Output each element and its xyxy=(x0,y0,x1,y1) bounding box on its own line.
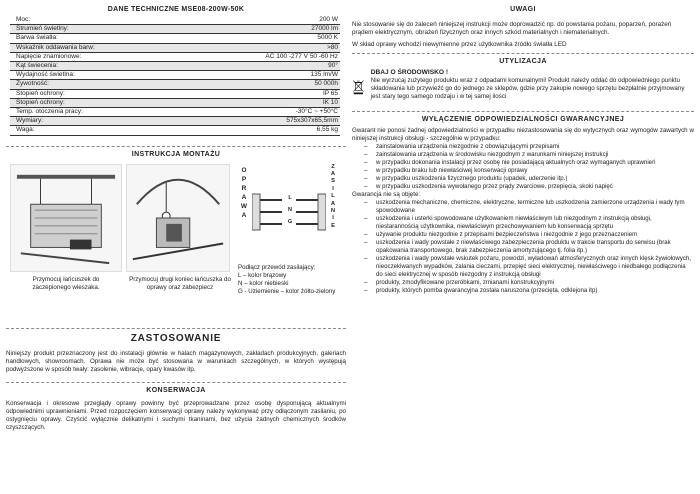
list-item: – zainstalowania urządzenia niezgodnie z obowiązującymi przepisami xyxy=(352,143,694,151)
wire-g-label: G xyxy=(287,218,293,225)
tech-value: 6,55 kg xyxy=(140,126,340,135)
vertical-letter: W xyxy=(240,202,248,210)
legend-item: N – kolor niebieski xyxy=(238,279,289,287)
vertical-letter: A xyxy=(330,171,336,178)
list-item: – produkty, zmodyfikowane przeróbkami, zmianami konstrukcyjnymi xyxy=(352,279,694,287)
list-item: – w przypadku uszkodzenia fizycznego produktu (upadek, uderzenie itp.) xyxy=(352,175,694,183)
vertical-letter: R xyxy=(241,184,247,192)
uwagi-title: UWAGI xyxy=(510,6,536,13)
list-item: – uszkodzenia mechaniczne, chemiczne, elektryczne, termiczne lub uszkodzenia zamierzone urządzenia i wady tym spowodowane xyxy=(352,199,694,215)
tech-row xyxy=(10,62,340,71)
tech-row xyxy=(10,34,340,43)
tech-key: Wymiary: xyxy=(10,117,140,126)
tech-key: Stopień ochrony: xyxy=(10,89,140,98)
uwagi-text-2: W skład oprawy wchodzi niewymienne przez użytkownika źródło światła LED xyxy=(352,41,567,48)
tech-row xyxy=(10,43,340,52)
tech-row xyxy=(10,71,340,80)
vertical-letter: S xyxy=(331,178,335,185)
vertical-letter: A xyxy=(330,200,336,207)
vertical-letter: P xyxy=(241,175,247,183)
list-item: – uszkodzenia i wady powstałe z niewłaściwego zabezpieczenia produktu w trakcie transportu do serwisu (brak opakowania transportowego, brak zabezpieczenia amortyzującego tj. folia itp.) xyxy=(352,239,694,255)
liab-intro: Gwarant nie ponosi żadnej odpowiedzialności w przypadku niezastosowania się do wytycznych oraz wymogów zawartych w niniejszej instrukcji obsługi - szczególnie w przypadku: xyxy=(352,127,694,142)
divider xyxy=(352,111,694,112)
tech-row xyxy=(10,108,340,117)
mount-caption-2: Przymocuj drugi koniec łańcuszka do oprawy oraz zabezpiecz xyxy=(129,275,231,291)
mount-figure-1 xyxy=(10,164,122,272)
liab-list-1 xyxy=(352,143,694,191)
vertical-letter: A xyxy=(241,193,247,201)
tech-key: Strumień świetlny: xyxy=(10,25,140,34)
vertical-letter: N xyxy=(330,208,336,215)
divider xyxy=(352,53,694,54)
legend-title: Podłącz przewód zasilający: xyxy=(238,263,316,271)
utyl-row xyxy=(352,69,694,105)
tech-row xyxy=(10,25,340,34)
tech-key: Wskaźnik oddawania barw: xyxy=(10,43,140,52)
mount-section xyxy=(6,164,346,314)
vertical-letter: L xyxy=(331,193,335,200)
tech-value: 200 W xyxy=(140,16,340,25)
tech-row xyxy=(10,126,340,135)
tech-key: Kąt świecenia: xyxy=(10,62,140,71)
mount-figure-2 xyxy=(126,164,230,272)
tech-key: Żywotność: xyxy=(10,80,140,89)
oprawa-label xyxy=(239,166,249,220)
tech-key: Moc: xyxy=(10,16,140,25)
divider xyxy=(6,382,346,383)
tech-value: AC 100 -277 V 50 -60 Hz xyxy=(140,52,340,61)
list-item: – używanie produktu niezgodnie z przepisami bezpieczeństwa i niezgodnie z jego przeznaczeniem xyxy=(352,231,694,239)
divider xyxy=(6,146,346,147)
vertical-letter: O xyxy=(241,166,247,174)
tech-row xyxy=(10,16,340,25)
tech-value: IK 10 xyxy=(140,98,340,107)
mount-title: INSTRUKCJA MONTAŻU xyxy=(131,150,221,158)
tech-value: IP 65 xyxy=(140,89,340,98)
legend-item: G - Uziemienie – kolor żółto-zielony xyxy=(238,287,336,295)
tech-value: 575x307x65,5mm xyxy=(140,117,340,126)
vertical-letter: I xyxy=(332,215,334,222)
list-item: – uszkodzenia i wady powstałe wskutek pożaru, powodzi, wyładowań atmosferycznych oraz innych klęsk żywiołowych, nieoczekiwanych wypadków, zalania cieczami, przepięć sieci elektrycznej, niewłaściwego i niedbałego podłączenia do sieci elektrycznej w sposób niezgodny z instrukcją obsługi xyxy=(352,255,694,279)
tech-title: DANE TECHNICZNE MSE08-200W-50K xyxy=(107,6,245,13)
vertical-letter: Z xyxy=(331,163,335,170)
list-item: – zainstalowania urządzenia w środowisku niezgodnym z warunkami niniejszej instrukcji xyxy=(352,151,694,159)
tech-value: 90° xyxy=(140,62,340,71)
maint-text: Konserwacja i okresowe przeglądy oprawy powinny być przeprowadzane przez osobę dysponującą aktualnymi odpowiednimi uprawnieniami. Przed rozpoczęciem konserwacji oprawy należy wykonywać przy odłączonym zasilaniu, po ostygnięciu oprawy. Czyścić wyłącznie delikatnymi i suchymi tkaninami, bez użycia żadnych chemicznych środków czyszczących. xyxy=(6,399,346,431)
zasilanie-label xyxy=(328,164,338,231)
wire-l-label: L xyxy=(288,194,292,201)
utyl-head: DBAJ O ŚRODOWISKO ! xyxy=(370,69,449,76)
tech-key: Waga: xyxy=(10,126,140,135)
crossed-bin-icon xyxy=(352,69,365,105)
utyl-text xyxy=(365,69,694,105)
liab-list-2 xyxy=(352,199,694,295)
list-item: – w przypadku uszkodzenia wywołanego przez prądy zwarciowe, przepięcia, skoki napięć xyxy=(352,183,694,191)
tech-row xyxy=(10,117,340,126)
maint-title: KONSERWACJA xyxy=(146,386,206,394)
legend-item: L – kolor brązowy xyxy=(238,271,287,279)
tech-key: Barwa światła: xyxy=(10,34,140,43)
left-column xyxy=(6,6,346,432)
tech-table xyxy=(10,16,340,136)
tech-key: Temp. otoczenia pracy: xyxy=(10,108,140,117)
mount-caption-1: Przymocuj łańcuszek do zaczepionego wieszaka. xyxy=(32,275,100,291)
tech-row xyxy=(10,80,340,89)
tech-row xyxy=(10,98,340,107)
vertical-letter: E xyxy=(331,222,335,229)
usage-text: Niniejszy produkt przeznaczony jest do instalacji głównie w halach magazynowych, zakładach produkcyjnych, galeriach handlowych, showroomach. Oprawa nie może być stosowana w warunkach szczególnych, w których występują podwyższone w sposób twały: zasolenie, wibracje, opary kwasów itp. xyxy=(6,349,346,373)
wiring-legend xyxy=(238,264,338,296)
list-item: – w przypadku braku lub niewłaściwej konserwacji oprawy xyxy=(352,167,694,175)
tech-key: Napięcie znamionowe: xyxy=(10,52,140,61)
tech-key: Wydajność świetlna: xyxy=(10,71,140,80)
wire-n-label: N xyxy=(288,206,292,213)
vertical-letter: A xyxy=(241,211,247,219)
vertical-letter: I xyxy=(332,185,334,192)
tech-row xyxy=(10,89,340,98)
tech-value: 5000 K xyxy=(140,34,340,43)
list-item: – w przypadku dokonania instalacji przez osobę nie posiadającą aktualnych oraz wymaganych uprawnień xyxy=(352,159,694,167)
liab-subhead: Gwarancja nie są objęte: xyxy=(352,191,421,198)
divider xyxy=(6,328,346,329)
utyl-body: Nie wyrzucaj zużytego produktu wraz z odpadami komunalnymi! Produkt należy oddać do odpowiedniego punktu składowania lub przywieźć go do jednego ze sklepów, gdzie przy zakupie nowego sprzętu bezpłatnie przyjmowany jest stary tego samego rodzaju i w tej samej ilości xyxy=(370,77,685,100)
usage-title: ZASTOSOWANIE xyxy=(130,332,222,344)
tech-value: 135 lm/W xyxy=(140,71,340,80)
liab-title: WYŁĄCZENIE ODPOWIEDZIALNOŚCI GWARANCYJNEJ xyxy=(421,116,625,123)
tech-row xyxy=(10,52,340,61)
tech-key: Stopień ochrony: xyxy=(10,98,140,107)
uwagi-text-1: Nie stosowanie się do zaleceń niniejszej instrukcji może doprowadzić np. do powstania pożaru, poparzeń, porażeń prądem elektrycznym, obrażeń fizycznych oraz innych szkód materialnych i niematerialnych. xyxy=(352,21,672,36)
tech-value: 27000 lm xyxy=(140,25,340,34)
list-item: – produkty, których pomba gwarancyjna została naruszona (przecięta, odklejona itp) xyxy=(352,287,694,295)
list-item: – uszkodzenia i usterki spowodowane użytkowaniem niewłaściwym lub niezgodnym z instrukcją obsługi, niestarannością użytkownika, niewłaściwym przechowywaniem lub konserwacją sprzętu xyxy=(352,215,694,231)
tech-value: -30°C ~ +50°C xyxy=(140,108,340,117)
right-column xyxy=(352,6,694,295)
tech-value: >80 xyxy=(140,43,340,52)
tech-value: 50 000h xyxy=(140,80,340,89)
utyl-title: UTYLIZACJA xyxy=(499,58,547,65)
